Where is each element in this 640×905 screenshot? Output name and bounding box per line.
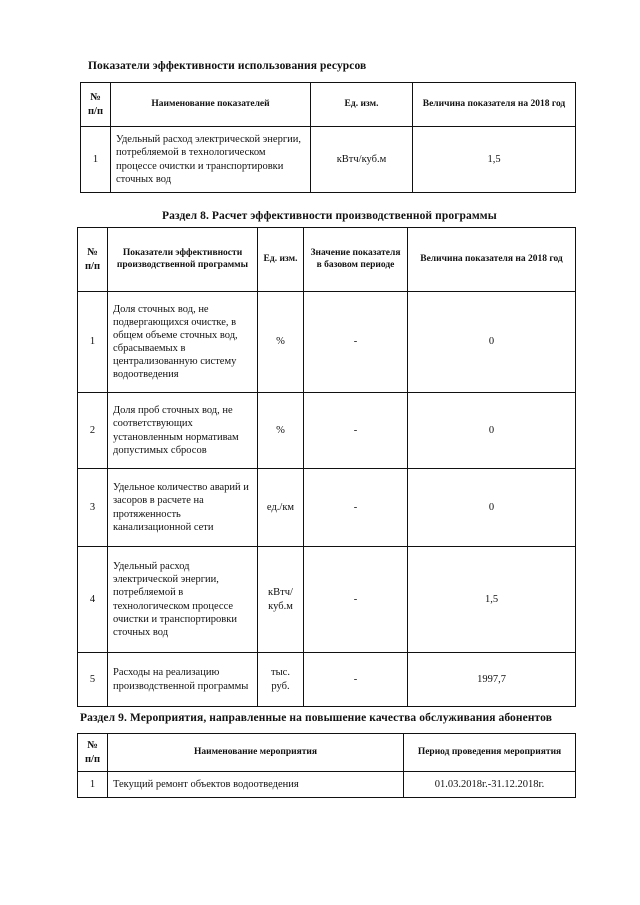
section9-header-name: Наименование мероприятия <box>108 734 404 772</box>
row-value: 1997,7 <box>408 653 576 707</box>
section9-title-block <box>80 712 552 724</box>
table-row <box>78 653 576 707</box>
section8-header-unit: Ед. изм. <box>258 228 304 292</box>
row-name: Доля сточных вод, не подвергающихся очистке, в общем объеме сточных вод, сбрасываемых в централизованную систему водоотведения <box>108 292 258 393</box>
section9-header-num: № п/п <box>78 734 108 772</box>
row-num: 1 <box>81 127 111 193</box>
row-num: 4 <box>78 547 108 653</box>
row-unit: кВтч/ куб.м <box>258 547 304 653</box>
section8-table <box>77 227 576 707</box>
row-base: - <box>304 653 408 707</box>
section8-title: Раздел 8. Расчет эффективности производственной программы <box>162 210 497 222</box>
row-base: - <box>304 393 408 469</box>
row-base: - <box>304 292 408 393</box>
table-row <box>78 469 576 547</box>
row-period: 01.03.2018г.-31.12.2018г. <box>404 772 576 798</box>
row-value: 0 <box>408 292 576 393</box>
table-row <box>78 393 576 469</box>
row-value: 1,5 <box>408 547 576 653</box>
section8-header-num: № п/п <box>78 228 108 292</box>
section8-header-base: Значение показателя в базовом периоде <box>304 228 408 292</box>
row-num: 3 <box>78 469 108 547</box>
resources-header-unit: Ед. изм. <box>311 83 413 127</box>
row-unit: % <box>258 292 304 393</box>
table-row <box>78 292 576 393</box>
row-value: 1,5 <box>413 127 576 193</box>
row-value: 0 <box>408 393 576 469</box>
resources-section-title <box>88 60 366 72</box>
table-row <box>81 127 576 193</box>
row-unit: кВтч/куб.м <box>311 127 413 193</box>
row-num: 1 <box>78 772 108 798</box>
section9-header-period: Период проведения мероприятия <box>404 734 576 772</box>
section8-header-value: Величина показателя на 2018 год <box>408 228 576 292</box>
row-name: Удельный расход электрической энергии, потребляемой в технологическом процессе очистки и транспортировки сточных вод <box>108 547 258 653</box>
row-name: Текущий ремонт объектов водоотведения <box>108 772 404 798</box>
section9-table <box>77 733 576 798</box>
row-name: Доля проб сточных вод, не соответствующих установленным нормативам допустимых сбросов <box>108 393 258 469</box>
resources-table <box>80 82 576 193</box>
resources-header-num: № п/п <box>81 83 111 127</box>
row-num: 5 <box>78 653 108 707</box>
row-base: - <box>304 469 408 547</box>
section8-header-name: Показатели эффективности производственной программы <box>108 228 258 292</box>
resources-header-row <box>81 83 576 127</box>
row-name: Расходы на реализацию производственной программы <box>108 653 258 707</box>
resources-header-value: Величина показателя на 2018 год <box>413 83 576 127</box>
row-name: Удельное количество аварий и засоров в расчете на протяженность канализационной сети <box>108 469 258 547</box>
table-row <box>78 547 576 653</box>
row-num: 1 <box>78 292 108 393</box>
row-unit: тыс. руб. <box>258 653 304 707</box>
resources-title: Показатели эффективности использования ресурсов <box>88 60 367 72</box>
row-value: 0 <box>408 469 576 547</box>
row-base: - <box>304 547 408 653</box>
section9-header-row <box>78 734 576 772</box>
section8-title-block <box>162 210 497 222</box>
section9-title: Раздел 9. Мероприятия, направленные на повышение качества обслуживания абонентов <box>80 712 553 724</box>
resources-header-name: Наименование показателей <box>111 83 311 127</box>
row-num: 2 <box>78 393 108 469</box>
section8-header-row <box>78 228 576 292</box>
row-name: Удельный расход электрической энергии, потребляемой в технологическом процессе очистки и транспортировки сточных вод <box>111 127 311 193</box>
table-row <box>78 772 576 798</box>
row-unit: ед./км <box>258 469 304 547</box>
row-unit: % <box>258 393 304 469</box>
